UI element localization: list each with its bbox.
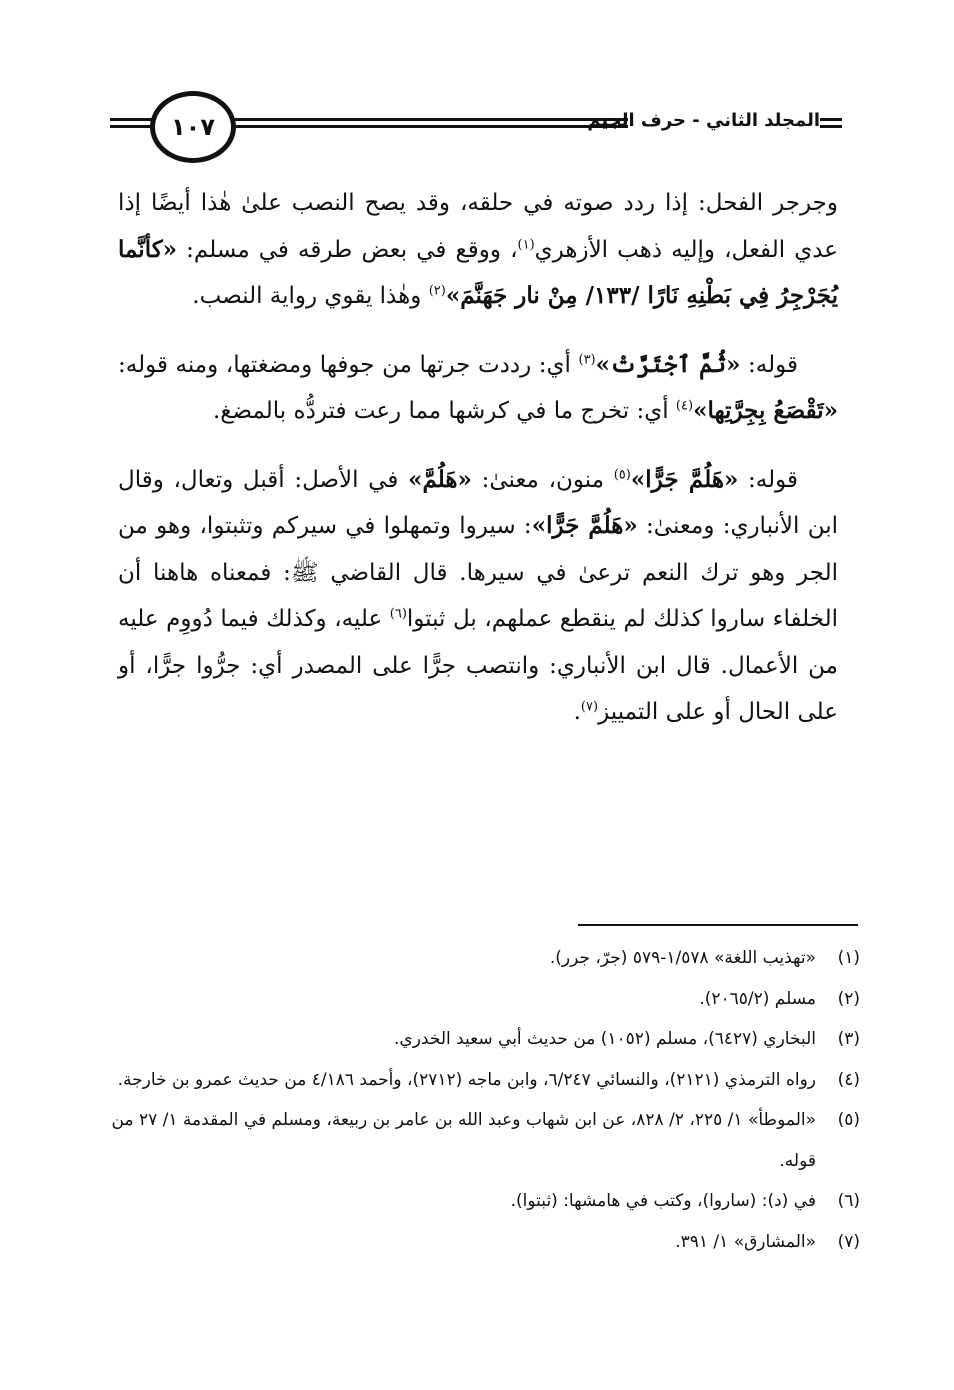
footnote-separator [578,924,858,926]
footnote-reference: (١) [517,236,535,252]
quoted-hadith-text: «تَقْصَعُ بِجِرَّتِها» [693,397,838,424]
footnote-reference: (٥) [613,466,631,482]
text-run: أي: تخرج ما في كرشها مما رعت فتردُّه بالمضغ. [213,398,676,424]
text-run: وهٰذا يقوي رواية النصب. [192,283,429,309]
paragraph [118,342,838,435]
running-title: المجلد الثاني - حرف الجيم [587,110,820,131]
text-run: عليه، وكذلك فيما دُووِم عليه من الأعمال. قال ابن الأنباري: وانتصب جرًّا على المصدر أي: جرُّوا جرًّا، أو على الحال أو على التمييز [118,606,838,725]
text-run: في الأصل: أقبل وتعال، وقال ابن الأنباري: ومعنىٰ: [118,466,838,539]
footnote-reference: (٢) [428,283,446,299]
main-text [118,180,838,758]
footnote-item [110,1060,860,1101]
quoted-hadith-text: «ثُمَّ ٱجْتَرَّتْ» [595,350,741,378]
text-run: قوله: [740,351,798,378]
footnote-item [110,1019,860,1060]
footnote-number: (٧) [837,1231,860,1252]
footnotes [110,938,860,1262]
footnote-number: (٦) [837,1191,860,1211]
header-rule [820,118,842,121]
quoted-hadith-text: «كأنَّما يُجَرْجِرُ فِي بَطْنِهِ نَارًا /١٣٣/ مِنْ نار جَهَنَّمَ» [118,235,838,309]
footnote-text: في (د): (ساروا)، وكتب في هامشها: (ثبتوا). [510,1191,816,1211]
footnote-item [110,1181,860,1222]
footnote-number: (٢) [837,988,860,1009]
text-run: ، ووقع في بعض طرقه في مسلم: [177,236,518,263]
header-rule [228,118,628,121]
text-run: : سيروا وتمهلوا في سيركم وتثبتوا، وهو من الجر وهو ترك النعم ترعىٰ في سيرها. قال القاضي ﷺ: فمعناه هاهنا أن الخلفاء ساروا كذلك لم ينقطع عملهم، بل ثبتوا [118,513,838,632]
footnote-item [110,1222,860,1263]
header-rule [228,125,628,128]
footnote-item [110,1100,860,1181]
footnote-item [110,938,860,979]
paragraph [118,180,838,320]
footnote-reference: (٦) [389,606,407,622]
footnote-reference: (٧) [580,699,599,715]
footnote-text: «المشارق» ١/ ٣٩١. [675,1231,816,1252]
footnote-reference: (٤) [675,398,694,414]
quoted-hadith-text: «هَلُمَّ» [408,465,472,493]
footnote-text: مسلم (٢٠٦٥/٢). [699,988,816,1009]
footnote-text: «الموطأ» ١/ ٢٢٥، ٢/ ٨٢٨، عن ابن شهاب وعبد الله بن عامر بن ربيعة، ومسلم في المقدمة ١/ ٢٧ من قوله. [111,1110,816,1171]
header-rule [110,125,154,128]
text-run: منون، معنىٰ: [471,466,614,493]
footnote-text: رواه الترمذي (٢١٢١)، والنسائي ٦/٢٤٧، وابن ماجه (٢٧١٢)، وأحمد ٤/١٨٦ من حديث عمرو بن خارجة. [117,1069,816,1090]
footnote-item [110,979,860,1020]
text-run: . [573,699,581,725]
page-header [110,86,840,162]
footnote-number: (٣) [837,1029,860,1049]
page-number: ١٠٧ [150,91,236,163]
footnote-number: (٥) [837,1110,860,1130]
footnote-number: (٤) [837,1069,860,1090]
footnote-number: (١) [837,948,860,968]
quoted-hadith-text: «هَلُمَّ جَرًّا» [531,512,638,539]
paragraph [118,457,838,736]
header-rule [820,125,842,128]
quoted-hadith-text: «هَلُمَّ جَرًّا» [630,465,739,493]
footnote-reference: (٣) [578,351,596,367]
text-run: وجرجر الفحل: إذا ردد صوته في حلقه، وقد يصح النصب علىٰ هٰذا أيضًا إذا عدي الفعل، وإليه ذهب الأزهري [118,190,838,263]
footnote-text: البخاري (٦٤٢٧)، مسلم (١٠٥٢) من حديث أبي سعيد الخدري. [394,1029,816,1049]
footnote-text: «تهذيب اللغة» ١/٥٧٨-٥٧٩ (جرّ، جرر). [549,948,816,968]
header-rule [110,118,154,121]
text-run: قوله: [738,466,798,493]
text-run: أي: رددت جرتها من جوفها ومضغتها، ومنه قوله: [118,351,579,378]
